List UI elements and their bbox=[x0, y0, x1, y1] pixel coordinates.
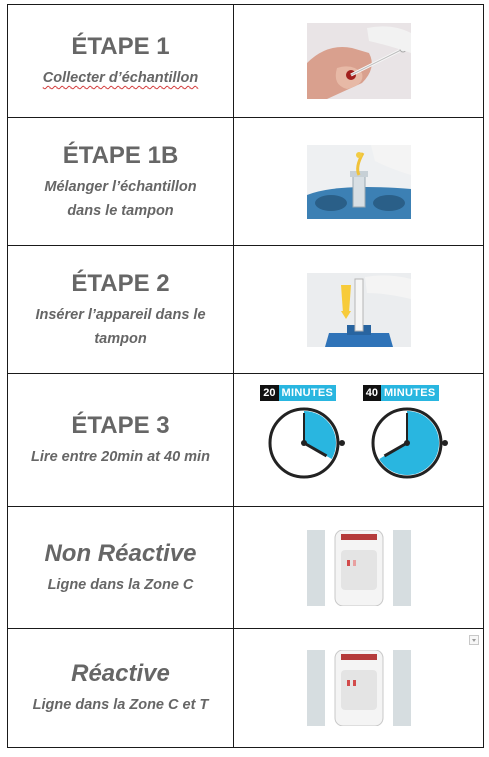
step-2-description bbox=[8, 303, 233, 351]
step-3-description bbox=[8, 445, 233, 469]
step-3-text-cell bbox=[8, 374, 234, 507]
step-1-heading: ÉTAPE 1 bbox=[71, 33, 170, 60]
step-3-image-cell bbox=[234, 374, 484, 507]
step-2-image-cell bbox=[234, 246, 484, 374]
step-row-1b bbox=[8, 118, 484, 246]
step-row-1 bbox=[8, 5, 484, 118]
nonreactive-line-1: Ligne dans la Zone C bbox=[47, 576, 194, 593]
clock-40-icon bbox=[363, 401, 457, 481]
timer-40-badge bbox=[363, 385, 457, 401]
reactive-description bbox=[8, 693, 233, 717]
step-2-text-cell bbox=[8, 246, 234, 374]
step-3-line-1: Lire entre 20min at 40 min bbox=[31, 449, 210, 465]
clock-20-icon bbox=[260, 401, 354, 481]
nonreactive-description bbox=[8, 573, 233, 597]
result-row-nonreactive bbox=[8, 507, 484, 629]
step-1-image-cell bbox=[234, 5, 484, 118]
step-2-line-2: tampon bbox=[94, 330, 147, 347]
step-2-line-1: Insérer l’appareil dans le bbox=[35, 306, 206, 323]
reactive-image-cell bbox=[234, 629, 484, 748]
steps-table bbox=[7, 4, 484, 748]
step-2-heading: ÉTAPE 2 bbox=[71, 269, 170, 297]
reactive-line-1: Ligne dans la Zone C et T bbox=[32, 697, 209, 713]
step-3-heading: ÉTAPE 3 bbox=[71, 412, 170, 439]
reactive-heading: Réactive bbox=[71, 660, 170, 687]
test-strip-nonreactive-image bbox=[307, 530, 411, 606]
timer-group bbox=[234, 385, 483, 486]
nonreactive-text-cell bbox=[8, 507, 234, 629]
step-1b-line-1: Mélanger l’échantillon bbox=[44, 178, 197, 195]
timer-40-number: 40 bbox=[363, 385, 381, 401]
step-1b-image-cell bbox=[234, 118, 484, 246]
step-1-text-cell bbox=[8, 5, 234, 118]
timer-20-label: MINUTES bbox=[279, 385, 337, 401]
dropdown-handle-icon[interactable] bbox=[469, 635, 479, 645]
result-row-reactive bbox=[8, 629, 484, 748]
timer-20-badge bbox=[260, 385, 354, 401]
timer-40 bbox=[363, 385, 457, 486]
mixing-image bbox=[307, 145, 411, 219]
nonreactive-image-cell bbox=[234, 507, 484, 629]
test-strip-reactive-image bbox=[307, 650, 411, 726]
step-1b-heading: ÉTAPE 1B bbox=[62, 141, 179, 169]
device-insert-image bbox=[307, 273, 411, 347]
timer-40-label: MINUTES bbox=[381, 385, 439, 401]
step-1-line-1: Collecter d’échantillon bbox=[42, 70, 199, 86]
timer-20 bbox=[260, 385, 354, 486]
step-row-3 bbox=[8, 374, 484, 507]
timer-20-number: 20 bbox=[260, 385, 278, 401]
step-1b-description bbox=[8, 175, 233, 223]
finger-prick-image bbox=[307, 23, 411, 99]
step-row-2 bbox=[8, 246, 484, 374]
step-1b-text-cell bbox=[8, 118, 234, 246]
step-1b-line-2: dans le tampon bbox=[67, 202, 174, 219]
nonreactive-heading: Non Réactive bbox=[44, 539, 197, 567]
reactive-text-cell bbox=[8, 629, 234, 748]
step-1-description bbox=[8, 66, 233, 90]
